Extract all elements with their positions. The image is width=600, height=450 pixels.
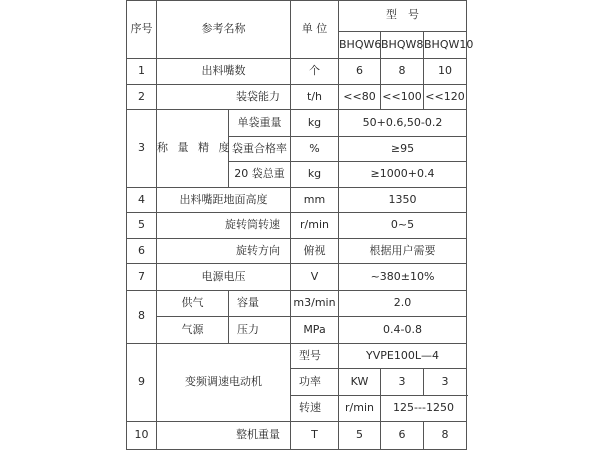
sub-name: 压力 <box>229 317 291 344</box>
row-value-bhqw6: <<80 <box>339 84 381 110</box>
row-name: 变频调速电动机 <box>157 343 291 422</box>
table-row <box>127 59 467 85</box>
row-value: 根据用户需要 <box>339 238 467 264</box>
row-name: 电源电压 <box>157 264 291 291</box>
row-name: 出料嘴数 <box>157 59 291 85</box>
sub-value-a: 3 <box>381 369 424 396</box>
row-value-bhqw10: <<120 <box>424 84 467 110</box>
row-no: 6 <box>127 238 157 264</box>
header-model-bhqw8: BHQW8 <box>381 31 424 59</box>
table-row <box>127 264 467 291</box>
sub-unit: KW <box>339 369 381 396</box>
header-model-group: 型 号 <box>339 1 467 32</box>
row-unit: t/h <box>291 84 339 110</box>
row-unit: mm <box>291 187 339 213</box>
header-no: 序号 <box>127 1 157 59</box>
sub-unit: r/min <box>339 395 381 422</box>
sub-value: ≥1000+0.4 <box>339 162 467 188</box>
sub-unit: MPa <box>291 317 339 344</box>
row-unit: T <box>291 422 339 450</box>
row-no: 5 <box>127 213 157 239</box>
sub-value: YVPE100L—4 <box>339 343 467 369</box>
row-no: 4 <box>127 187 157 213</box>
row-value-bhqw10: 10 <box>424 59 467 85</box>
row-no: 7 <box>127 264 157 291</box>
table-row <box>127 213 467 239</box>
row-no: 1 <box>127 59 157 85</box>
table-row <box>127 84 467 110</box>
row-name: 出料嘴距地面高度 <box>157 187 291 213</box>
row-no: 3 <box>127 110 157 188</box>
header-model-bhqw6: BHQW6 <box>339 31 381 59</box>
header-model-bhqw10: BHQW10 <box>424 31 467 59</box>
sub-name: 容量 <box>229 290 291 317</box>
row-value-bhqw8: 6 <box>381 422 424 450</box>
table-row <box>127 290 467 317</box>
row-name: 旋转筒转速 <box>157 213 291 239</box>
row-no: 10 <box>127 422 157 450</box>
row-unit: V <box>291 264 339 291</box>
table-row <box>127 110 467 137</box>
row-value-bhqw10: 8 <box>424 422 467 450</box>
row-name-top: 供气 <box>157 290 229 317</box>
row-value-bhqw6: 6 <box>339 59 381 85</box>
sub-value: 125---1250 <box>381 395 467 422</box>
sub-name: 单袋重量 <box>229 110 291 137</box>
row-name: 装袋能力 <box>157 84 291 110</box>
sub-value-b: 3 <box>424 369 467 396</box>
row-value-bhqw8: 8 <box>381 59 424 85</box>
row-unit: r/min <box>291 213 339 239</box>
header-row-1 <box>127 1 467 32</box>
row-unit: 个 <box>291 59 339 85</box>
table-row <box>127 238 467 264</box>
sub-unit: m3/min <box>291 290 339 317</box>
row-value: ~380±10% <box>339 264 467 291</box>
header-unit: 单 位 <box>291 1 339 59</box>
row-value: 0~5 <box>339 213 467 239</box>
sub-value: 0.4-0.8 <box>339 317 467 344</box>
row-name: 称 量 精 度 <box>157 110 229 188</box>
header-name: 参考名称 <box>157 1 291 59</box>
sub-value: 2.0 <box>339 290 467 317</box>
sub-unit: % <box>291 136 339 162</box>
row-name: 旋转方向 <box>157 238 291 264</box>
table-row <box>127 187 467 213</box>
row-name: 整机重量 <box>157 422 291 450</box>
sub-unit: kg <box>291 162 339 188</box>
row-no: 2 <box>127 84 157 110</box>
row-value: 1350 <box>339 187 467 213</box>
row-value-bhqw8: <<100 <box>381 84 424 110</box>
sub-unit: kg <box>291 110 339 137</box>
row-value-bhqw6: 5 <box>339 422 381 450</box>
row-no: 9 <box>127 343 157 422</box>
sub-name: 袋重合格率 <box>229 136 291 162</box>
sub-value: 50+0.6,50-0.2 <box>339 110 467 137</box>
row-no: 8 <box>127 290 157 343</box>
table-row <box>127 317 467 344</box>
sub-name: 型号 <box>291 343 339 369</box>
spec-table <box>126 0 474 450</box>
sub-name: 转速 <box>291 395 339 422</box>
row-unit: 俯视 <box>291 238 339 264</box>
sub-name: 20 袋总重 <box>229 162 291 188</box>
sub-value: ≥95 <box>339 136 467 162</box>
table-row <box>127 343 467 369</box>
sub-name: 功率 <box>291 369 339 396</box>
row-name-bottom: 气源 <box>157 317 229 344</box>
table-row <box>127 422 467 450</box>
